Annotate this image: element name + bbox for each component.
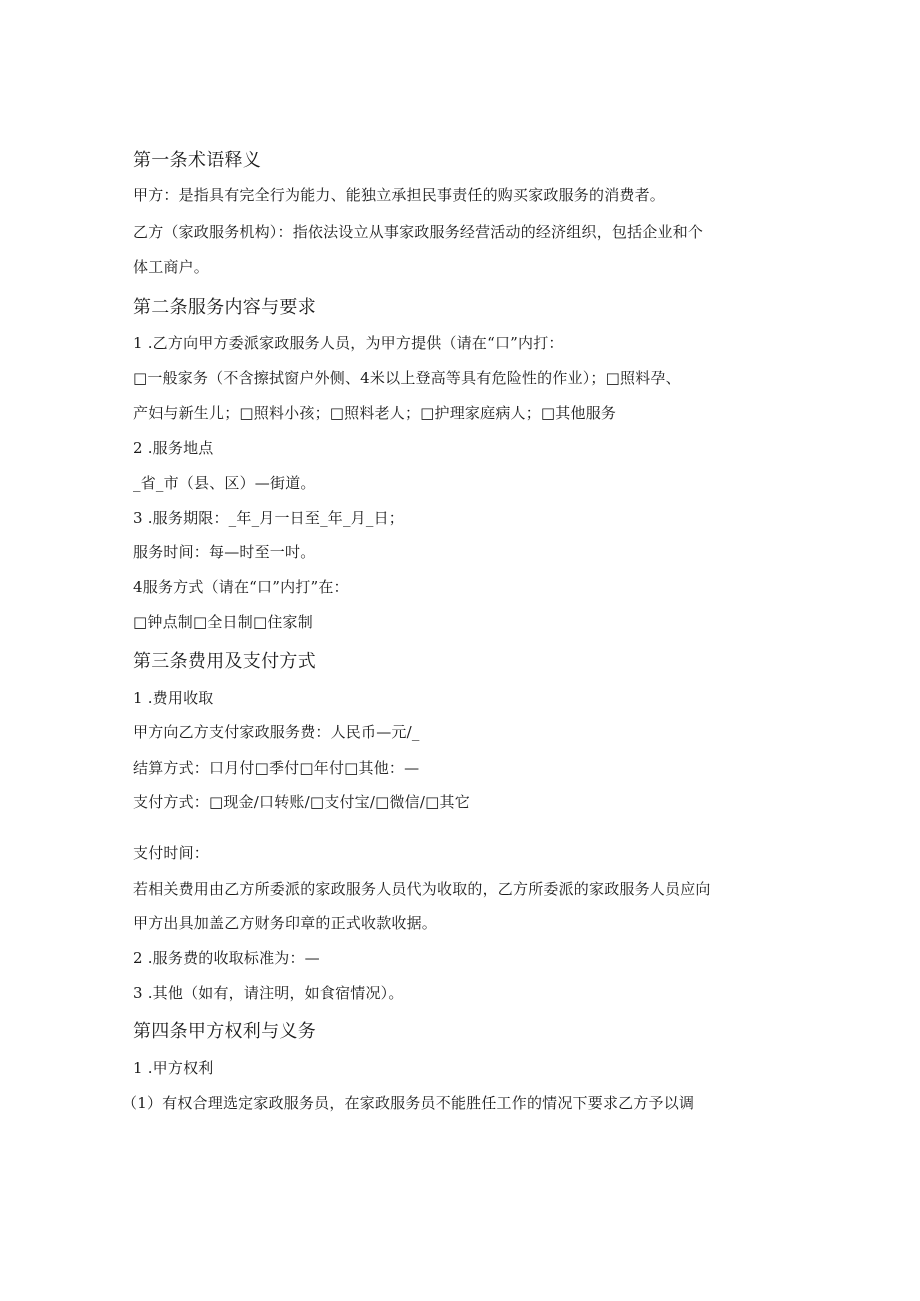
article-3-line: 若相关费用由乙方所委派的家政服务人员代为收取的，乙方所委派的家政服务人员应向 xyxy=(133,880,711,898)
article-3-line: 3 .其他（如有，请注明，如食宿情况）。 xyxy=(133,984,404,1002)
article-4-line: （1）有权合理选定家政服务员，在家政服务员不能胜任工作的情况下要求乙方予以调 xyxy=(122,1094,695,1112)
article-3-line: 甲方向乙方支付家政服务费：人民币—元/_ xyxy=(133,723,420,741)
article-2-line: 1 .乙方向甲方委派家政服务人员，为甲方提供（请在“口”内打： xyxy=(133,334,564,352)
article-3-line: 支付时间： xyxy=(133,844,210,862)
article-1-line: 乙方（家政服务机构）：指依法设立从事家政服务经营活动的经济组织，包括企业和个 xyxy=(133,223,704,241)
article-1-line: 体工商户。 xyxy=(133,258,210,276)
article-3-line: 支付方式：□现金/口转账/□支付宝/□微信/□其它 xyxy=(133,793,470,811)
article-2-line: 服务时间：每—时至一吋。 xyxy=(133,543,316,561)
article-2-line: 产妇与新生儿；□照料小孩；□照料老人；□护理家庭病人；□其他服务 xyxy=(133,404,617,422)
article-4-line: 1 .甲方权利 xyxy=(133,1059,214,1077)
article-3-line: 2 .服务费的收取标准为：— xyxy=(133,949,320,967)
article-2-line: _省_市（县、区）—街道。 xyxy=(133,474,316,492)
article-1-heading: 第一条术语释义 xyxy=(133,150,262,171)
article-3-line: 结算方式：口月付□季付□年付□其他：— xyxy=(133,759,420,777)
article-1-line: 甲方：是指具有完全行为能力、能独立承担民事责任的购买家政服务的消费者。 xyxy=(133,186,666,204)
article-3-line: 甲方出具加盖乙方财务印章的正式收款收据。 xyxy=(133,914,438,932)
article-2-line: 3 .服务期限：_年_月一日至_年_月_日； xyxy=(133,509,404,527)
article-2-heading: 第二条服务内容与要求 xyxy=(133,297,316,318)
article-3-line: 1 .费用收取 xyxy=(133,689,214,707)
article-4-heading: 第四条甲方权利与义务 xyxy=(133,1021,316,1042)
article-2-line: □钟点制□全日制□住家制 xyxy=(133,613,313,631)
article-2-line: 4服务方式（请在“口”内打”在： xyxy=(133,578,349,596)
article-2-line: 2 .服务地点 xyxy=(133,439,214,457)
article-2-line: □一般家务（不含擦拭窗户外侧、4米以上登高等具有危险性的作业）；□照料孕、 xyxy=(133,369,681,387)
article-3-heading: 第三条费用及支付方式 xyxy=(133,651,316,672)
